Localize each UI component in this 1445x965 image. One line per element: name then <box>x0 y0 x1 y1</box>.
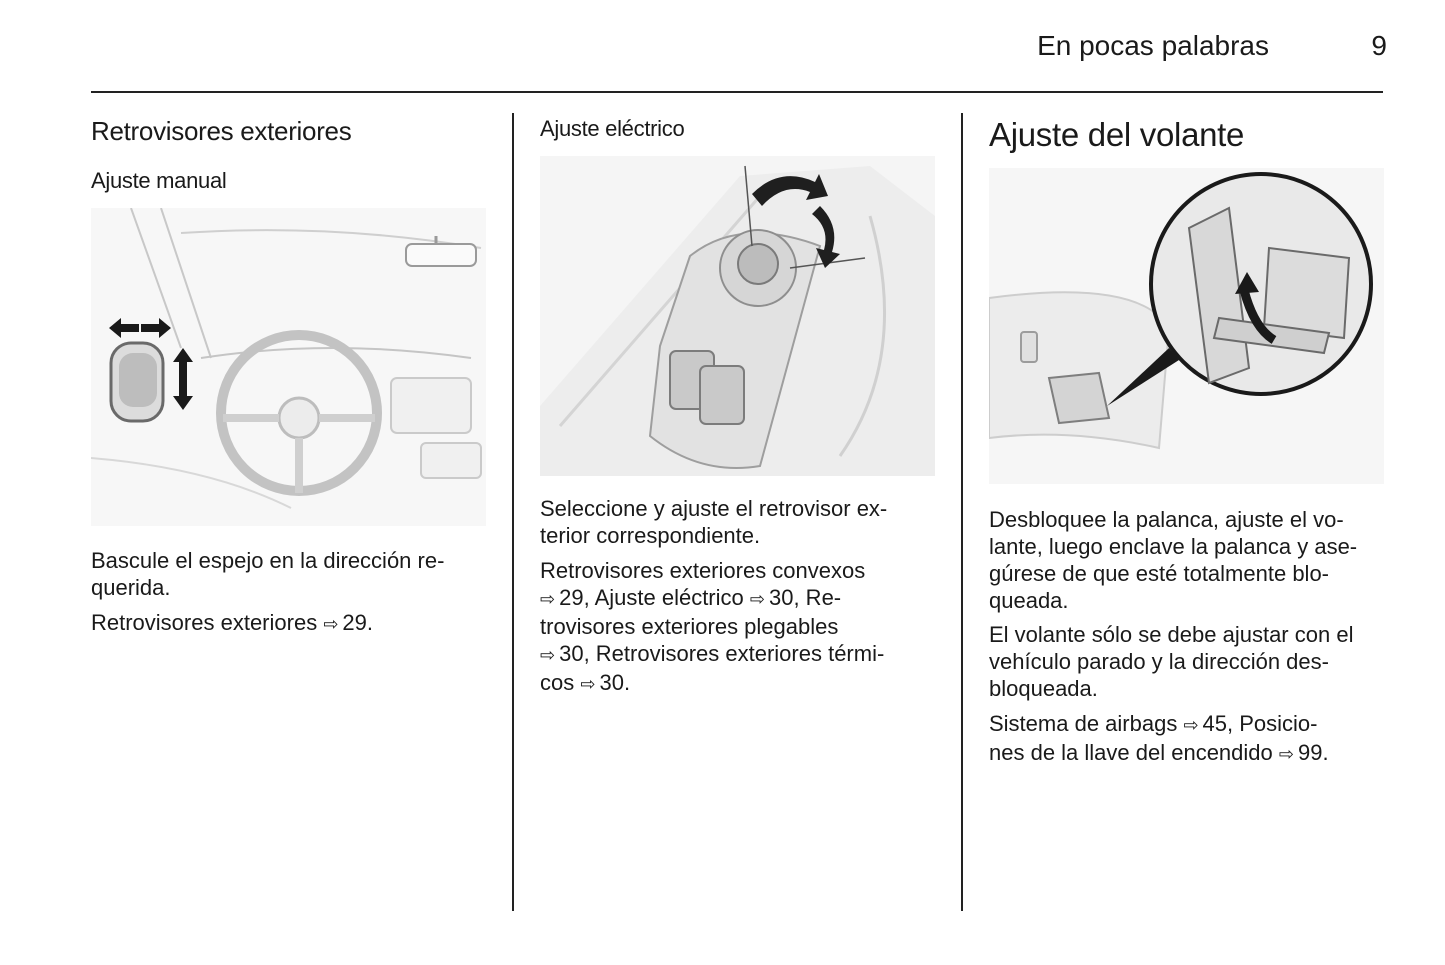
col3-para3: Sistema de airbags ⇨ 45, Posicio- nes de la llave del encendido ⇨ 99. <box>989 710 1329 768</box>
subheading-electric: Ajuste eléctrico <box>540 116 685 141</box>
col3-para2-line1: El volante sólo se debe ajustar con el <box>989 622 1354 647</box>
col3-para2-line3: bloqueada. <box>989 676 1098 701</box>
section-heading-steering: Ajuste del volante <box>989 116 1245 153</box>
col2-para2-line1: Retrovisores exteriores convexos <box>540 558 866 583</box>
col2-para2-line3: trovisores exteriores plegables <box>540 614 839 639</box>
col3-para2 <box>989 621 1353 702</box>
subheading-manual: Ajuste manual <box>91 168 227 193</box>
col2-para1-line1: Seleccione y ajuste el retrovisor ex- <box>540 496 888 521</box>
column-divider-2 <box>961 113 963 911</box>
cross-reference-link[interactable]: 30. <box>599 670 631 695</box>
section-heading-mirrors: Retrovisores exteriores <box>91 116 352 146</box>
running-header-title: En pocas palabras <box>1037 30 1269 61</box>
page-ref-icon: ⇨ <box>323 614 339 634</box>
col1-para1 <box>91 547 444 601</box>
col2-para2: Retrovisores exteriores convexos ⇨ 29, Ajuste eléctrico ⇨ 30, Re- trovisores exteriores plegables ⇨ 30, Retrovisores exteriores térmi- cos ⇨ 30. <box>540 557 884 698</box>
col3-para2-line2: vehículo parado y la dirección des- <box>989 649 1329 674</box>
page-ref-icon: ⇨ <box>540 645 556 665</box>
cross-reference-link[interactable]: Retrovisores exteriores ⇨ 29. <box>91 610 373 635</box>
page-ref-icon: ⇨ <box>540 589 556 609</box>
col1-para1-line1: Bascule el espejo en la dirección re- <box>91 548 445 573</box>
col3-para1-line4: queada. <box>989 588 1069 613</box>
page-number: 9 <box>1371 30 1387 61</box>
header-rule <box>91 91 1383 93</box>
cross-reference-link[interactable]: 99. <box>1297 740 1329 765</box>
col2-para1-line2: terior correspondiente. <box>540 523 761 548</box>
cross-reference-link[interactable]: 30, Re- <box>768 585 842 610</box>
col3-para1-line1: Desbloquee la palanca, ajuste el vo- <box>989 507 1344 532</box>
manual-mirror-figure <box>91 208 486 526</box>
electric-mirror-figure <box>540 156 935 476</box>
page-ref-icon: ⇨ <box>1183 715 1199 735</box>
col1-para2 <box>91 609 373 638</box>
page-ref-icon: ⇨ <box>1278 744 1294 764</box>
steering-lever-figure <box>989 168 1384 484</box>
col1-para1-line2: querida. <box>91 575 171 600</box>
col2-para1 <box>540 495 887 549</box>
col3-para1-line3: gúrese de que esté totalmente blo- <box>989 561 1330 586</box>
cross-reference-link[interactable]: 29, Ajuste eléctrico <box>559 585 744 610</box>
cross-reference-link[interactable]: 45, Posicio- <box>1202 711 1318 736</box>
page-ref-icon: ⇨ <box>580 674 596 694</box>
col3-para1-line2: lante, luego enclave la palanca y ase- <box>989 534 1358 559</box>
cross-reference-link[interactable]: 30, Retrovisores exteriores térmi- <box>559 641 885 666</box>
column-divider-1 <box>512 113 514 911</box>
col3-para1 <box>989 506 1357 614</box>
page-ref-icon: ⇨ <box>749 589 765 609</box>
